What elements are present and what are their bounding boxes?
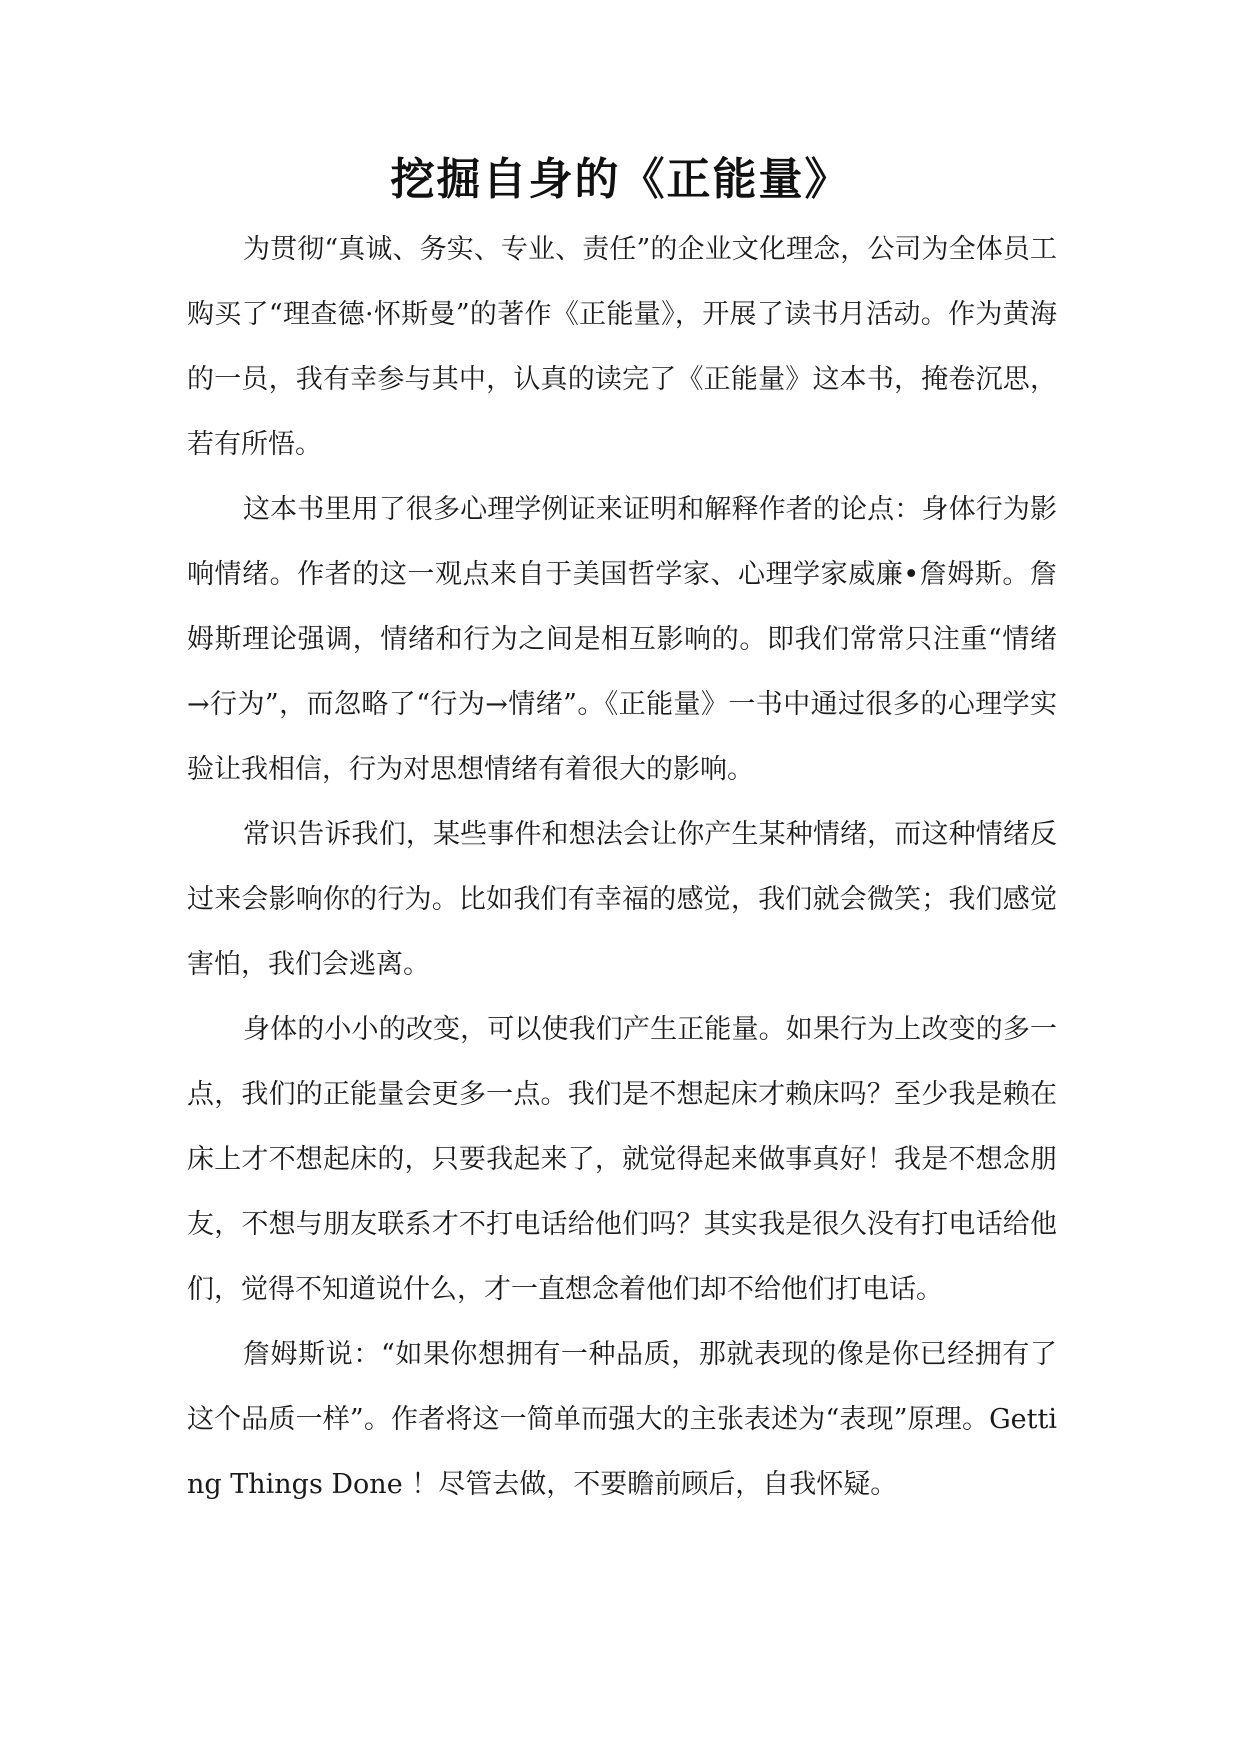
- paragraph-2: 这本书里用了很多心理学例证来证明和解释作者的论点：身体行为影响情绪。作者的这一观点来自于美国哲学家、心理学家威廉•詹姆斯。詹姆斯理论强调，情绪和行为之间是相互影响的。即我们常常只注重“情绪→行为”，而忽略了“行为→情绪”。《正能量》一书中通过很多的心理学实验让我相信，行为对思想情绪有着很大的影响。: [187, 494, 1057, 785]
- page-title: 挖掘自身的《正能量》: [390, 154, 851, 205]
- document-body: [187, 217, 1057, 1517]
- paragraph-5: 詹姆斯说：“如果你想拥有一种品质，那就表现的像是你已经拥有了这个品质一样”。作者将这一简单而强大的主张表述为“表现”原理。Getting Things Done ！尽管去做，不要瞻前顾后，自我怀疑。: [187, 1339, 1057, 1500]
- paragraph-1: 为贯彻“真诚、务实、专业、责任”的企业文化理念，公司为全体员工购买了“理查德·怀斯曼”的著作《正能量》，开展了读书月活动。作为黄海的一员，我有幸参与其中，认真的读完了《正能量》这本书，掩卷沉思，若有所悟。: [187, 234, 1057, 460]
- paragraph-3: 常识告诉我们，某些事件和想法会让你产生某种情绪，而这种情绪反过来会影响你的行为。比如我们有幸福的感觉，我们就会微笑；我们感觉害怕，我们会逃离。: [187, 819, 1057, 980]
- paragraph-4: 身体的小小的改变，可以使我们产生正能量。如果行为上改变的多一点，我们的正能量会更多一点。我们是不想起床才赖床吗？至少我是赖在床上才不想起床的，只要我起来了，就觉得起来做事真好！我是不想念朋友，不想与朋友联系才不打电话给他们吗？其实我是很久没有打电话给他们，觉得不知道说什么，才一直想念着他们却不给他们打电话。: [187, 1014, 1057, 1305]
